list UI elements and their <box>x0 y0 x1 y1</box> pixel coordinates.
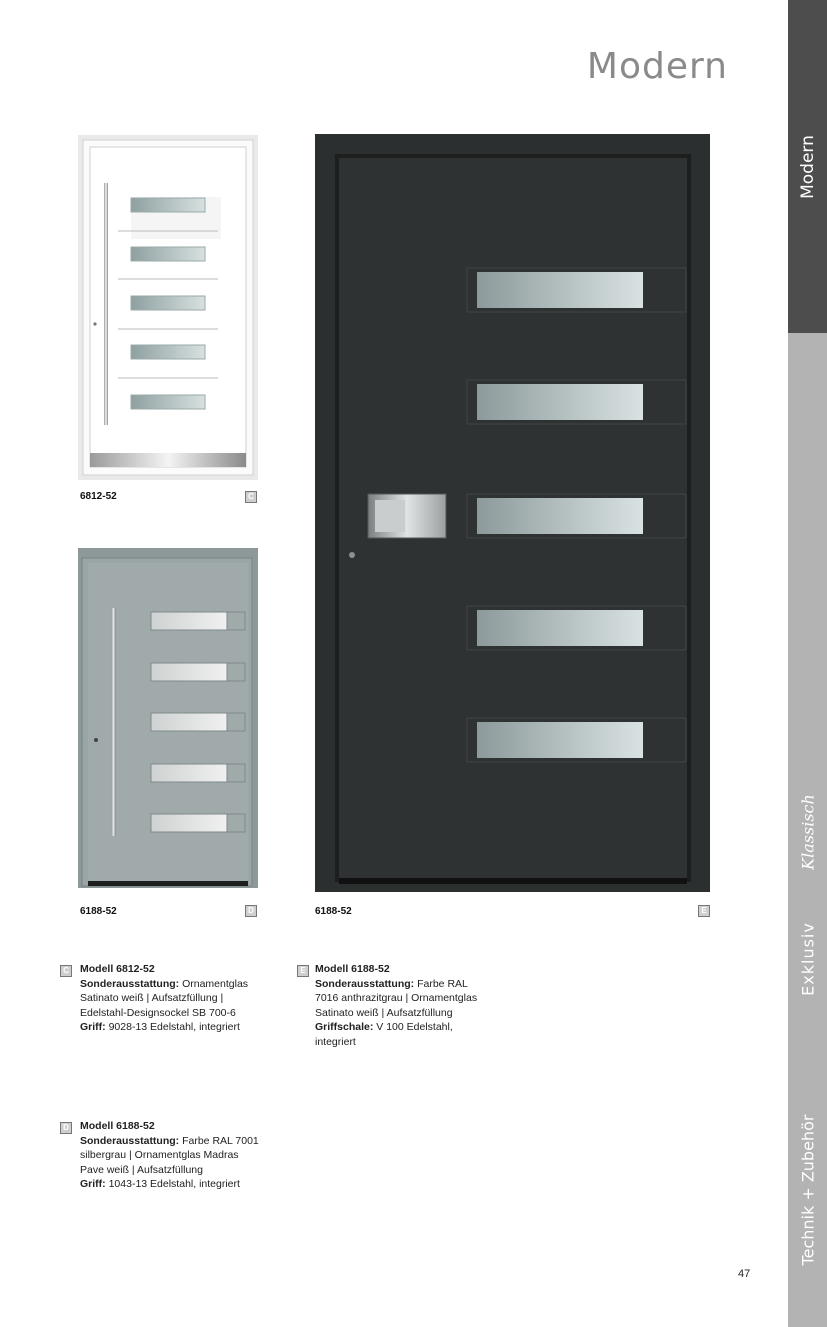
sidebar-tab-klassisch[interactable] <box>788 333 827 870</box>
image-code: 6188-52 <box>80 906 117 917</box>
extras-text: Edelstahl-Designsockel SB 700-6 <box>80 1006 236 1019</box>
description-badge: C <box>60 965 72 977</box>
sidebar-tab-label: Modern <box>797 134 818 199</box>
extras-label: Sonderausstattung: <box>80 1134 180 1147</box>
image-code: 6812-52 <box>80 491 117 502</box>
extras-text: Ornamentglas <box>182 977 249 990</box>
model-name: Modell 6188-52 <box>315 963 390 975</box>
page-title: Modern <box>586 46 728 87</box>
door-image-anthracite <box>315 134 710 894</box>
extras-text: Farbe RAL 7001 <box>182 1134 259 1147</box>
handle-text: 9028-13 Edelstahl, integriert <box>108 1021 240 1033</box>
description-c <box>80 962 280 1035</box>
extras-text: Pave weiß | Aufsatzfüllung <box>80 1163 203 1176</box>
extras-text: Farbe RAL <box>417 977 468 990</box>
image-badge: E <box>698 905 710 917</box>
extras-label: Sonderausstattung: <box>80 977 180 990</box>
description-d <box>80 1119 280 1192</box>
extras-text: silbergrau | Ornamentglas Madras <box>80 1149 239 1161</box>
sidebar-tab-modern[interactable] <box>788 0 827 333</box>
page-number: 47 <box>738 1268 751 1280</box>
handle-label: Griff: <box>80 1178 106 1190</box>
sidebar-tab-label: Technik + Zubehör <box>798 1114 817 1266</box>
model-name: Modell 6188-52 <box>80 1120 155 1132</box>
handle-label: Griff: <box>80 1021 106 1033</box>
extras-text: Satinato weiß | Aufsatzfüllung | <box>80 992 224 1004</box>
extras-text: 7016 anthrazitgrau | Ornamentglas <box>315 992 478 1004</box>
section-sidebar <box>788 0 827 1327</box>
image-badge: D <box>245 905 257 917</box>
handle-text: 1043-13 Edelstahl, integriert <box>108 1178 240 1190</box>
sidebar-tab-technik[interactable] <box>788 1098 827 1327</box>
extras-label: Sonderausstattung: <box>315 977 415 990</box>
description-badge: E <box>297 965 309 977</box>
door-image-grey <box>78 548 258 888</box>
sidebar-tab-label: Klassisch <box>798 793 817 870</box>
sidebar-tab-label: Exklusiv <box>798 921 817 996</box>
sidebar-tab-exklusiv[interactable] <box>788 858 827 1098</box>
model-name: Modell 6812-52 <box>80 963 155 975</box>
description-badge: D <box>60 1122 72 1134</box>
door-image-white <box>78 135 258 480</box>
image-badge: C <box>245 491 257 503</box>
handle-text: V 100 Edelstahl, <box>376 1021 453 1033</box>
handle-label: Griffschale: <box>315 1021 374 1033</box>
image-code: 6188-52 <box>315 906 352 917</box>
description-e <box>315 962 515 1049</box>
extras-text: Satinato weiß | Aufsatzfüllung <box>315 1006 453 1019</box>
handle-text: integriert <box>315 1035 356 1048</box>
